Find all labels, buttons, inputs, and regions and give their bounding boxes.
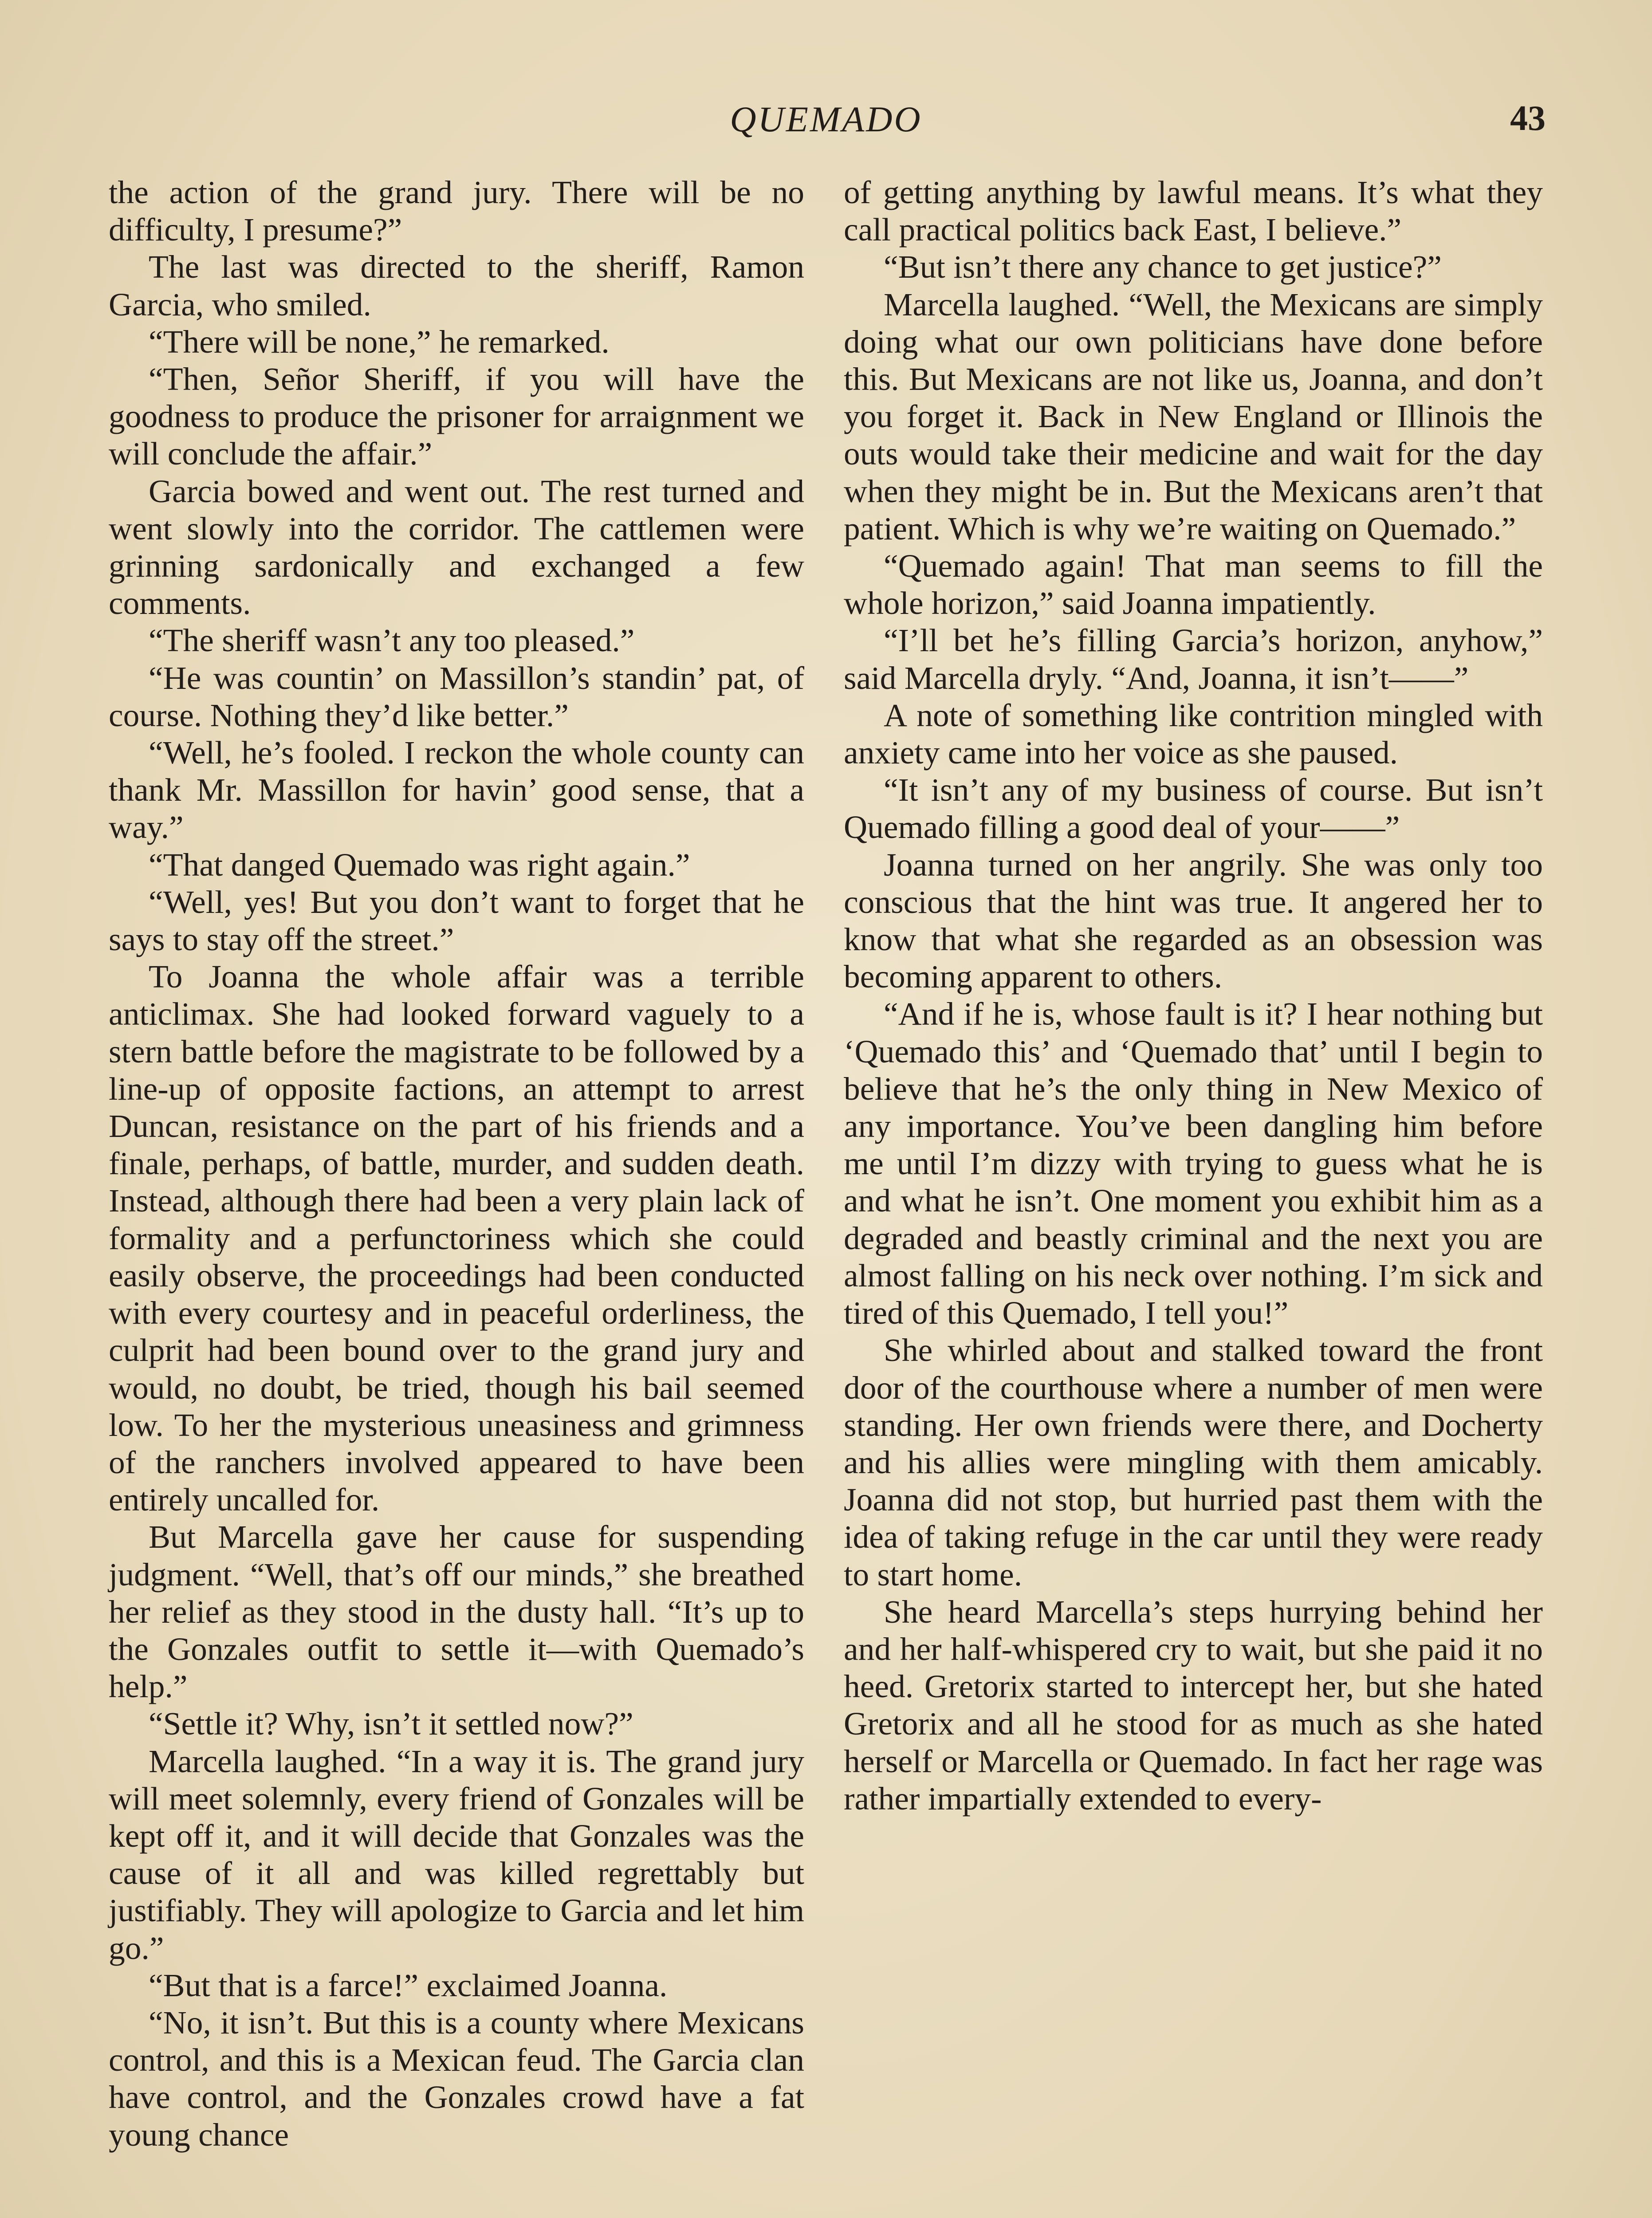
paragraph: “Quemado again! That man seems to fill the whole horizon,” said Joanna impatiently. — [844, 548, 1543, 621]
paragraph: “Then, Señor Sheriff, if you will have the goodness to produce the prisoner for arraignment we will conclude the affair.” — [109, 361, 804, 472]
paragraph: Marcella laughed. “In a way it is. The grand jury will meet solemnly, every friend of Gonzales will be kept off it, and it will decide that Gonzales was the cause of it all and was killed regrettably but justifiably. They will apologize to Garcia and let him go.” — [109, 1743, 804, 1966]
paragraph: Marcella laughed. “Well, the Mexicans are simply doing what our own politicians have done before this. But Mexicans are not like us, Joanna, and don’t you forget it. Back in New England or Illinois the outs would take their medicine and wait for the day when they might be in. But the Mexicans aren’t that patient. Which is why we’re waiting on Quemado.” — [844, 286, 1543, 547]
running-title: QUEMADO — [730, 99, 922, 139]
paragraph: “No, it isn’t. But this is a county where Mexicans control, and this is a Mexican feud. The Garcia clan have control, and the Gonzales crowd have a fat young chance — [109, 2004, 804, 2153]
right-column — [844, 174, 1543, 1817]
paragraph: She heard Marcella’s steps hurrying behind her and her half-whispered cry to wait, but she paid it no heed. Gretorix started to intercept her, but she hated Gretorix and all he stood for as much as she hated herself or Marcella or Quemado. In fact her rage was rather impartially extended to every- — [844, 1593, 1543, 1817]
paragraph: “Well, he’s fooled. I reckon the whole county can thank Mr. Massillon for havin’ good sense, that a way.” — [109, 735, 804, 846]
paragraph: Garcia bowed and went out. The rest turned and went slowly into the corridor. The cattlemen were grinning sardonically and exchanged a few comments. — [109, 473, 804, 621]
paragraph: “The sheriff wasn’t any too pleased.” — [149, 622, 635, 659]
paragraph: “And if he is, whose fault is it? I hear nothing but ‘Quemado this’ and ‘Quemado that’ until I begin to believe that he’s the only thing in New Mexico of any importance. You’ve been dangling him before me until I’m dizzy with trying to guess what he is and what he isn’t. One moment you exhibit him as a degraded and beastly criminal and the next you are almost falling on his neck over nothing. I’m sick and tired of this Quemado, I tell you!” — [844, 996, 1543, 1331]
paragraph: “But that is a farce!” exclaimed Joanna. — [149, 1967, 668, 2003]
paragraph: But Marcella gave her cause for suspending judgment. “Well, that’s off our minds,” she breathed her relief as they stood in the dusty hall. “It’s up to the Gonzales outfit to settle it—with Quemado’s help.” — [109, 1519, 804, 1705]
paragraph: “But isn’t there any chance to get justice?” — [884, 249, 1442, 285]
paragraph: She whirled about and stalked toward the front door of the courthouse where a number of men were standing. Her own friends were there, and Docherty and his allies were mingling with them amicably. Joanna did not stop, but hurried past them with the idea of taking refuge in the car until they were ready to start home. — [844, 1332, 1543, 1593]
paragraph: “It isn’t any of my business of course. But isn’t Quemado filling a good deal of your——” — [844, 772, 1543, 846]
paragraph: A note of something like contrition mingled with anxiety came into her voice as she paused. — [844, 697, 1543, 771]
paragraph: the action of the grand jury. There will be no difficulty, I presume?” — [109, 174, 804, 248]
paragraph: “That danged Quemado was right again.” — [149, 846, 690, 883]
page-number: 43 — [1510, 99, 1546, 138]
paragraph: To Joanna the whole affair was a terrible anticlimax. She had looked forward vaguely to a stern battle before the magistrate to be followed by a line-up of opposite factions, an attempt to arrest Duncan, resistance on the part of his friends and a finale, perhaps, of battle, murder, and sudden death. Instead, although there had been a very plain lack of formality and a perfunctoriness which she could easily observe, the proceedings had been conducted with every courtesy and in peaceful orderliness, the culprit had been bound over to the grand jury and would, no doubt, be tried, though his bail seemed low. To her the mysterious uneasiness and grimness of the ranchers involved appeared to have been entirely uncalled for. — [109, 959, 804, 1518]
paragraph: “He was countin’ on Massillon’s standin’ pat, of course. Nothing they’d like better.” — [109, 660, 804, 733]
paragraph: of getting anything by lawful means. It’s what they call practical politics back East, I believe.” — [844, 174, 1543, 248]
paragraph: “I’ll bet he’s filling Garcia’s horizon, anyhow,” said Marcella dryly. “And, Joanna, it isn’t——” — [844, 622, 1543, 696]
page-header — [0, 98, 1652, 147]
paragraph: “There will be none,” he remarked. — [149, 323, 610, 360]
paragraph: “Settle it? Why, isn’t it settled now?” — [149, 1706, 633, 1742]
left-column — [109, 174, 804, 2154]
paragraph: The last was directed to the sheriff, Ramon Garcia, who smiled. — [109, 249, 804, 322]
paragraph: Joanna turned on her angrily. She was only too conscious that the hint was true. It angered her to know that what she regarded as an obsession was becoming apparent to others. — [844, 846, 1543, 995]
paragraph: “Well, yes! But you don’t want to forget that he says to stay off the street.” — [109, 884, 804, 958]
